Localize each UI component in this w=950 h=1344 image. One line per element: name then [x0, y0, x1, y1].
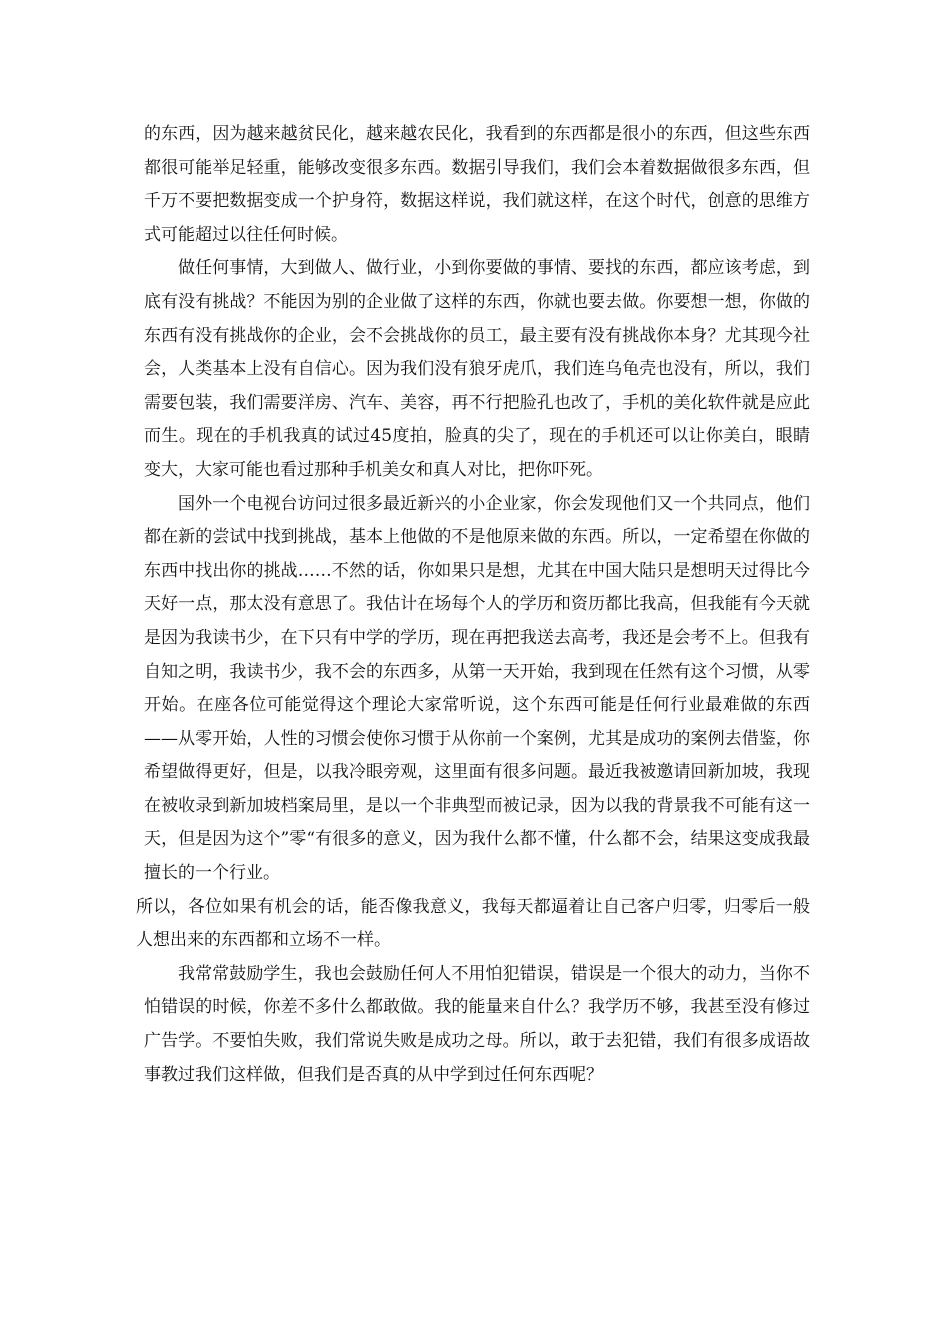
paragraph-1: 的东西，因为越来越贫民化，越来越农民化，我看到的东西都是很小的东西，但这些东西都很可能举足轻重，能够改变很多东西。数据引导我们，我们会本着数据做很多东西，但千万不要把数据变成一个护身符，数据这样说，我们就这样，在这个时代，创意的思维方式可能超过以往任何时候。 — [144, 124, 810, 245]
paragraph-5: 我常常鼓励学生，我也会鼓励任何人不用怕犯错误，错误是一个很大的动力，当你不怕错误的时候，你差不多什么都敢做。我的能量来自什么？我学历不够，我甚至没有修过广告学。不要怕失败，我们常说失败是成功之母。所以，敢于去犯错，我们有很多成语故事教过我们这样做，但我们是否真的从中学到过任何东西呢？ — [144, 963, 810, 1085]
paragraph-2: 做任何事情，大到做人、做行业，小到你要做的事情、要找的东西，都应该考虑，到底有没有挑战？不能因为别的企业做了这样的东西，你就也要去做。你要想一想，你做的东西有没有挑战你的企业，会不会挑战你的员工，最主要有没有挑战你本身？尤其现今社会，人类基本上没有自信心。因为我们没有狼牙虎爪，我们连乌龟壳也没有，所以，我们需要包装，我们需要洋房、汽车、美容，再不行把脸孔也改了，手机的美化软件就是应此而生。现在的手机我真的试过45度拍，脸真的尖了，现在的手机还可以让你美白，眼睛变大，大家可能也看过那种手机美女和真人对比，把你吓死。 — [144, 258, 810, 480]
paragraph-3: 国外一个电视台访问过很多最近新兴的小企业家，你会发现他们又一个共同点，他们都在新的尝试中找到挑战，基本上他做的不是他原来做的东西。所以，一定希望在你做的东西中找出你的挑战……不然的话，你如果只是想，尤其在中国大陆只是想明天过得比今天好一点，那太没有意思了。我估计在场每个人的学历和资历都比我高，但我能有今天就是因为我读书少，在下只有中学的学历，现在再把我送去高考，我还是会考不上。但我有自知之明，我读书少，我不会的东西多，从第一天开始，我到现在任然有这个习惯，从零开始。在座各位可能觉得这个理论大家常听说，这个东西可能是任何行业最难做的东西——从零开始，人性的习惯会使你习惯于从你前一个案例，尤其是成功的案例去借鉴，你希望做得更好，但是，以我冷眼旁观，这里面有很多问题。最近我被邀请回新加坡，我现在被收录到新加坡档案局里，是以一个非典型而被记录，因为以我的背景我不可能有这一天，但是因为这个”零“有很多的意义，因为我什么都不懂，什么都不会，结果这变成我最擅长的一个行业。 — [144, 493, 810, 884]
paragraph-4: 所以，各位如果有机会的话，能否像我意义，我每天都逼着让自己客户归零，归零后一般人想出来的东西都和立场不一样。 — [136, 896, 810, 951]
document-body — [136, 118, 810, 1092]
